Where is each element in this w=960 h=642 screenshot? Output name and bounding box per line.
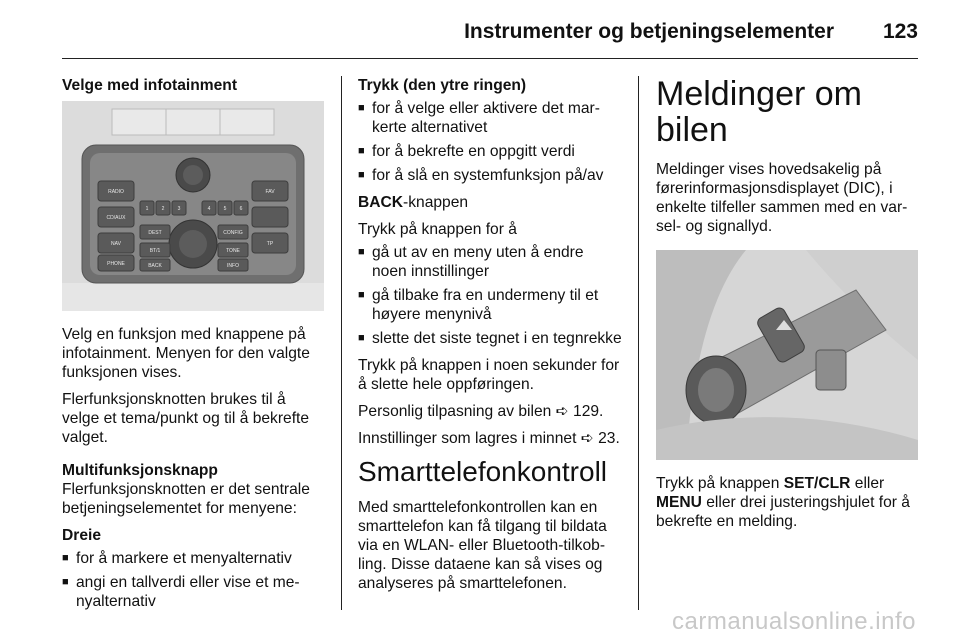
list-back [358,243,622,348]
label-trykk: Trykk (den ytre ringen) [358,77,527,94]
watermark: carmanualsonline.info [672,608,916,635]
paragraph-smartphone: Med smarttelefonkontrollen kan en smarttelefon kan få tilgang til bildata via en WLAN- eller Bluetooth-tilkobling. Disse dataene kan så vises og analyseres på smarttelefonen. [358,499,607,592]
paragraph-select-function: Velg en funksjon med knappene på infotainment. Menyen for den valgte funksjonen vises. [62,326,310,381]
panel-label-6: 6 [239,206,243,212]
stalk-control-illustration [656,250,918,460]
list-trykk [358,99,622,185]
paragraph-messages: Meldinger vises hovedsakelig på førerinformasjonsdisplayet (DIC), i enkelte tilfeller sammen med en varsel- og signallyd. [656,161,908,235]
press-text-2: eller [850,475,885,492]
panel-label-2: 2 [161,206,165,212]
page-header [0,0,960,60]
press-text-1: Trykk på knappen [656,475,784,492]
paragraph-settings: Innstillinger som lagres i minnet ➪ 23. [358,430,620,447]
section-heading-infotainment: Velge med infotainment [62,77,238,94]
panel-label-fav: FAV [265,189,275,195]
back-button-heading [358,193,622,212]
panel-label-phone: PHONE [107,261,125,267]
paragraph-multifunction-knob: Flerfunksjonsknotten brukes til å velge et tema/punkt og til å bekrefte valget. [62,391,310,446]
panel-label-tp: TP [266,241,274,247]
list-item: ■ slette det siste tegnet i en tegnrekke [358,329,622,348]
sub-heading-multifunction: Multifunksjonsknapp [62,462,218,479]
paragraph-confirm-message [656,474,920,531]
paragraph-central-control: Flerfunksjonsknotten er det sentrale betjeningselementet for menyene: [62,481,310,517]
column-3 [656,76,920,539]
panel-label-5: 5 [223,206,227,212]
panel-label-tone: TONE [226,248,240,254]
panel-label-bt: BT/1 [149,248,161,254]
column-divider-2 [638,76,639,610]
list-item: ■ for å markere et menyalternativ [62,549,326,568]
column-divider-1 [341,76,342,610]
header-title: Instrumenter og betjeningselementer [464,20,834,43]
list-item: ■ for å velge eller aktivere det markerte alternativet [358,99,622,137]
heading-vehicle-messages: Meldinger om bilen [656,75,862,149]
infotainment-panel-illustration [62,101,324,311]
panel-label-cdaux: CD/AUX [106,215,126,221]
panel-label-1: 1 [145,206,149,212]
list-item: ■ gå tilbake fra en undermeny til et høyere menynivå [358,286,622,324]
heading-smartphone-control: Smarttelefonkontroll [358,456,608,487]
panel-label-info: INFO [227,263,239,269]
back-bold: BACK [358,194,404,211]
header-rule [62,58,918,59]
panel-label-dest: DEST [148,230,162,236]
panel-label-config: CONFIG [223,230,243,236]
page-number: 123 [882,20,918,43]
column-2 [358,76,622,601]
panel-label-radio: RADIO [108,189,124,195]
column-1 [62,76,326,619]
list-item: ■ for å slå en systemfunksjon på/av [358,166,622,185]
list-item: ■ for å bekrefte en oppgitt verdi [358,142,622,161]
menu-label: MENU [656,494,702,511]
panel-label-3: 3 [177,206,181,212]
list-dreie [62,549,326,611]
panel-label-back: BACK [148,263,162,269]
paragraph-back-intro: Trykk på knappen for å [358,221,517,238]
paragraph-hold: Trykk på knappen i noen sekunder for å slette hele oppføringen. [358,357,620,393]
list-item: ■ angi en tallverdi eller vise et menyalternativ [62,573,326,611]
back-rest: -knappen [403,194,469,211]
paragraph-personal: Personlig tilpasning av bilen ➪ 129. [358,403,604,420]
label-dreie: Dreie [62,527,102,544]
press-text-3: eller drei justeringshjulet for å bekrefte en melding. [656,494,910,530]
panel-label-nav: NAV [111,241,121,247]
set-clr-label: SET/CLR [783,475,851,492]
list-item: ■ gå ut av en meny uten å endre noen innstillinger [358,243,622,281]
panel-label-4: 4 [207,206,211,212]
